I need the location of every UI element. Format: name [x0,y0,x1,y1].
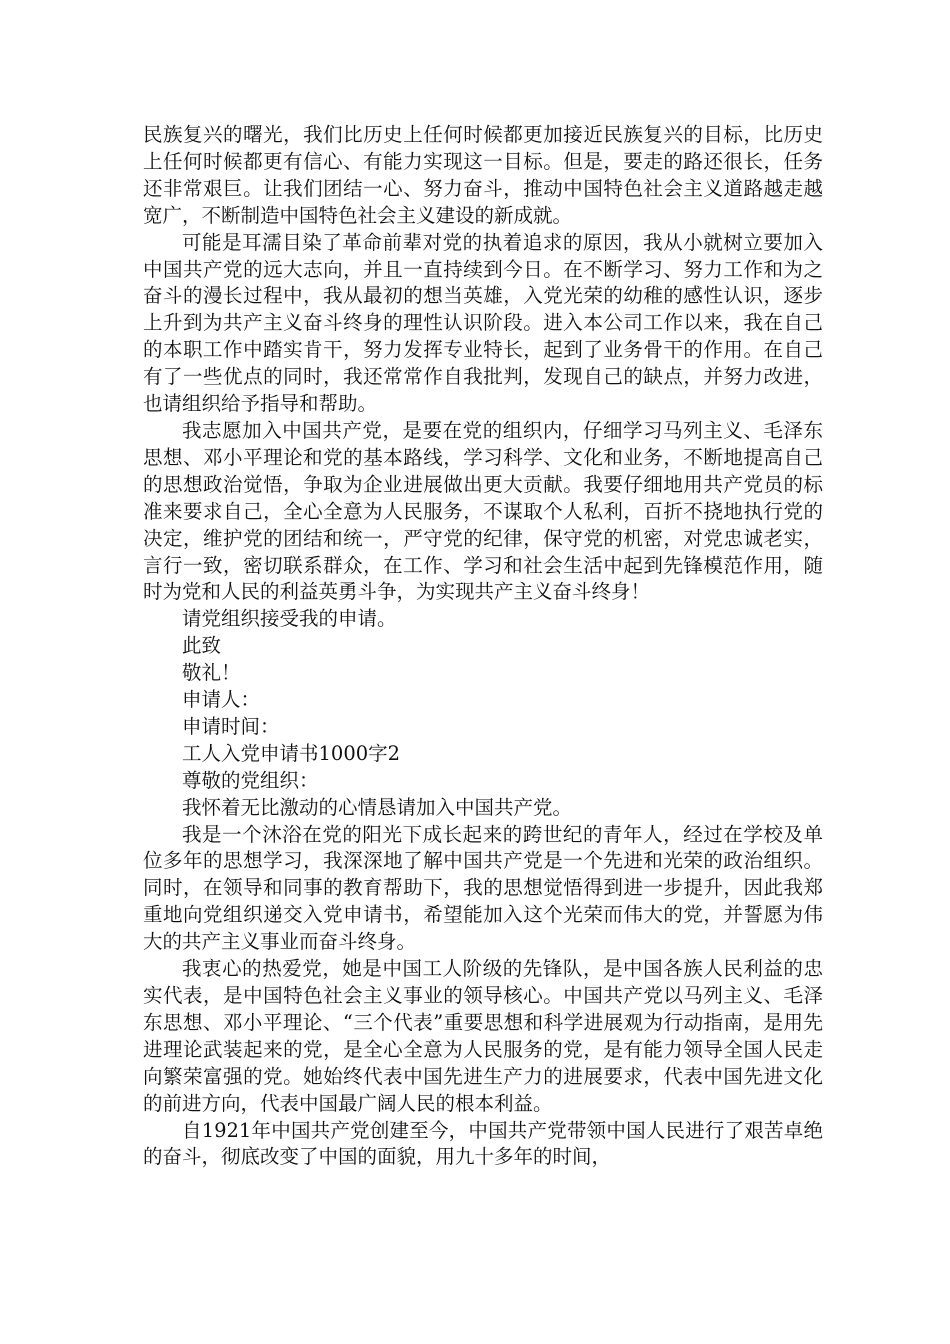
paragraph: 我志愿加入中国共产党，是要在党的组织内，仔细学习马列主义、毛泽东思想、邓小平理论和党的基本路线，学习科学、文化和业务，不断地提高自己的思想政治觉悟，争取为企业进展做出更大贡献。我要仔细地用共产党员的标准来要求自己，全心全意为人民服务，不谋取个人私利，百折不挠地执行党的决定，维护党的团结和统一，严守党的纪律，保守党的机密，对党忠诚老实，言行一致，密切联系群众，在工作、学习和社会生活中起到先锋模范作用，随时为党和人民的利益英勇斗争，为实现共产主义奋斗终身！ [143,418,823,604]
greeting: 尊敬的党组织： [182,768,319,792]
salutation-line: 敬礼！ [182,661,241,685]
salutation-line: 此致 [182,634,222,658]
paragraph: 自1921年中国共产党创建至今，中国共产党带领中国人民进行了艰苦卓绝的奋斗，彻底改变了中国的面貌，用九十多年的时间， [143,1118,823,1169]
paragraph: 我怀着无比激动的心情恳请加入中国共产党。 [182,795,573,819]
closing-request: 请党组织接受我的申请。 [182,607,397,631]
paragraph: 民族复兴的曙光，我们比历史上任何时候都更加接近民族复兴的目标，比历史上任何时候都更有信心、有能力实现这一目标。但是，要走的路还很长，任务还非常艰巨。让我们团结一心、努力奋斗，推动中国特色社会主义道路越走越宽广，不断制造中国特色社会主义建设的新成就。 [143,123,823,227]
applicant-label: 申请人： [182,688,261,712]
paragraph: 我衷心的热爱党，她是中国工人阶级的先锋队，是中国各族人民利益的忠实代表，是中国特色社会主义事业的领导核心。中国共产党以马列主义、毛泽东思想、邓小平理论、“三个代表”重要思想和科学进展观为行动指南，是用先进理论武装起来的党，是全心全意为人民服务的党，是有能力领导全国人民走向繁荣富强的党。她始终代表中国先进生产力的进展要求，代表中国先进文化的前进方向，代表中国最广阔人民的根本利益。 [143,957,823,1115]
section-title: 工人入党申请书1000字2 [182,741,401,765]
paragraph: 可能是耳濡目染了革命前辈对党的执着追求的原因，我从小就树立要加入中国共产党的远大志向，并且一直持续到今日。在不断学习、努力工作和为之奋斗的漫长过程中，我从最初的想当英雄，入党光荣的幼稚的感性认识，逐步上升到为共产主义奋斗终身的理性认识阶段。进入本公司工作以来，我在自己的本职工作中踏实肯干，努力发挥专业特长，起到了业务骨干的作用。在自己有了一些优点的同时，我还常常作自我批判，发现自己的缺点，并努力改进，也请组织给予指导和帮助。 [143,230,823,416]
paragraph: 我是一个沐浴在党的阳光下成长起来的跨世纪的青年人，经过在学校及单位多年的思想学习，我深深地了解中国共产党是一个先进和光荣的政治组织。同时，在领导和同事的教育帮助下，我的思想觉悟得到进一步提升，因此我郑重地向党组织递交入党申请书，希望能加入这个光荣而伟大的党，并誓愿为伟大的共产主义事业而奋斗终身。 [143,822,823,954]
document-page [143,122,823,1171]
application-date-label: 申请时间： [182,714,280,738]
